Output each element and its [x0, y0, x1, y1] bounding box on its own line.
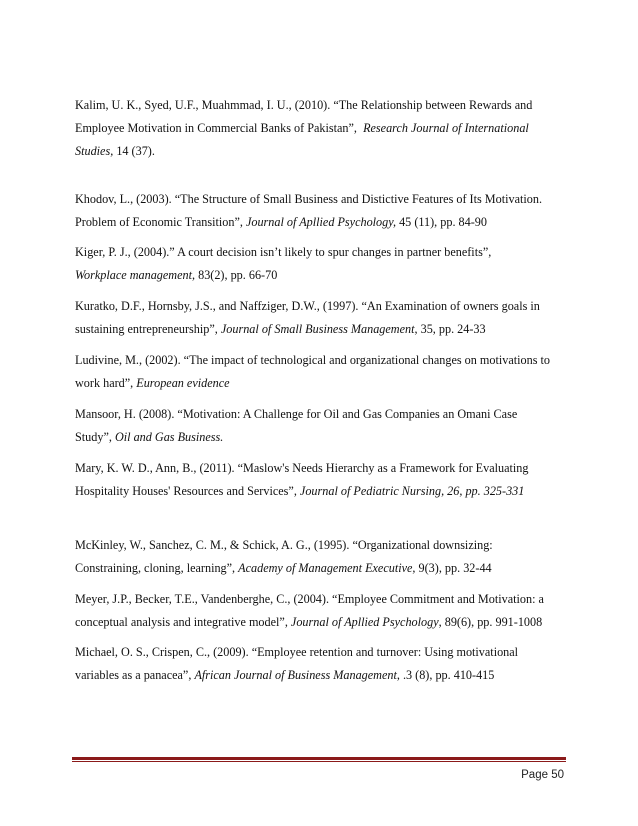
page-number: Page 50: [521, 769, 564, 781]
ref-line: Michael, O. S., Crispen, C., (2009). “Employee retention and turnover: Using motivational: [75, 645, 519, 659]
journal-title: Journal of Small Business Management: [220, 322, 415, 336]
journal-title: Workplace management,: [75, 268, 196, 282]
journal-title: African Journal of Business Management: [194, 668, 397, 682]
reference-mckinley: [75, 534, 575, 580]
ref-line: Workplace management, 83(2), pp. 66-70: [75, 268, 278, 282]
footer-rule-thin: [72, 761, 566, 762]
ref-line: Hospitality Houses' Resources and Services”, Journal of Pediatric Nursing, 26, pp. 325-331: [75, 484, 525, 498]
journal-title: Academy of Management Executive,: [238, 561, 416, 575]
ref-line: Mary, K. W. D., Ann, B., (2011). “Maslow's Needs Hierarchy as a Framework for Evaluating: [75, 461, 529, 475]
ref-line: McKinley, W., Sanchez, C. M., & Schick, A. G., (1995). “Organizational downsizing:: [75, 538, 493, 552]
footer-rule: [72, 757, 566, 760]
journal-title: Oil and Gas Business.: [114, 430, 224, 444]
ref-line: Kuratko, D.F., Hornsby, J.S., and Naffziger, D.W., (1997). “An Examination of owners goals in: [75, 299, 540, 313]
ref-line: Kiger, P. J., (2004).” A court decision isn’t likely to spur changes in partner benefits”,: [75, 245, 492, 259]
ref-line: variables as a panacea”, African Journal of Business Management, .3 (8), pp. 410-415: [75, 668, 495, 682]
reference-mary: [75, 457, 575, 503]
reference-ludivine: [75, 349, 575, 395]
ref-line: Khodov, L., (2003). “The Structure of Small Business and Distictive Features of Its Motivation.: [75, 192, 542, 206]
ref-line: Study”, Oil and Gas Business.: [75, 430, 224, 444]
reference-kiger: [75, 241, 575, 287]
journal-title: Studies,: [75, 144, 114, 158]
ref-line: Meyer, J.P., Becker, T.E., Vandenberghe, C., (2004). “Employee Commitment and Motivation: a: [75, 592, 544, 606]
ref-line: Employee Motivation in Commercial Banks of Pakistan”, Research Journal of International: [75, 121, 529, 135]
reference-meyer: [75, 588, 575, 634]
journal-title: Journal of Apllied Psychology: [290, 615, 439, 629]
reference-kalim: [75, 94, 575, 163]
ref-line: Kalim, U. K., Syed, U.F., Muahmmad, I. U., (2010). “The Relationship between Rewards and: [75, 98, 533, 112]
ref-line: sustaining entrepreneurship”, Journal of Small Business Management, 35, pp. 24-33: [75, 322, 486, 336]
journal-title: Journal of Pediatric Nursing, 26, pp. 325-331: [299, 484, 525, 498]
journal-title: European evidence: [136, 376, 230, 390]
journal-title: Journal of Apllied Psychology,: [245, 215, 397, 229]
ref-line: Ludivine, M., (2002). “The impact of technological and organizational changes on motivations to: [75, 353, 550, 367]
ref-line: Mansoor, H. (2008). “Motivation: A Challenge for Oil and Gas Companies an Omani Case: [75, 407, 518, 421]
reference-khodov: [75, 188, 575, 234]
ref-line: Studies, 14 (37).: [75, 144, 155, 158]
reference-mansoor: [75, 403, 575, 449]
ref-line: Constraining, cloning, learning”, Academy of Management Executive, 9(3), pp. 32-44: [75, 561, 492, 575]
ref-line: work hard”, European evidence: [75, 376, 230, 390]
journal-title: Research Journal of International: [363, 121, 529, 135]
reference-michael: [75, 641, 575, 687]
ref-line: Problem of Economic Transition”, Journal of Apllied Psychology, 45 (11), pp. 84-90: [75, 215, 487, 229]
reference-kuratko: [75, 295, 575, 341]
ref-line: conceptual analysis and integrative model”, Journal of Apllied Psychology, 89(6), pp. 991-1008: [75, 615, 543, 629]
